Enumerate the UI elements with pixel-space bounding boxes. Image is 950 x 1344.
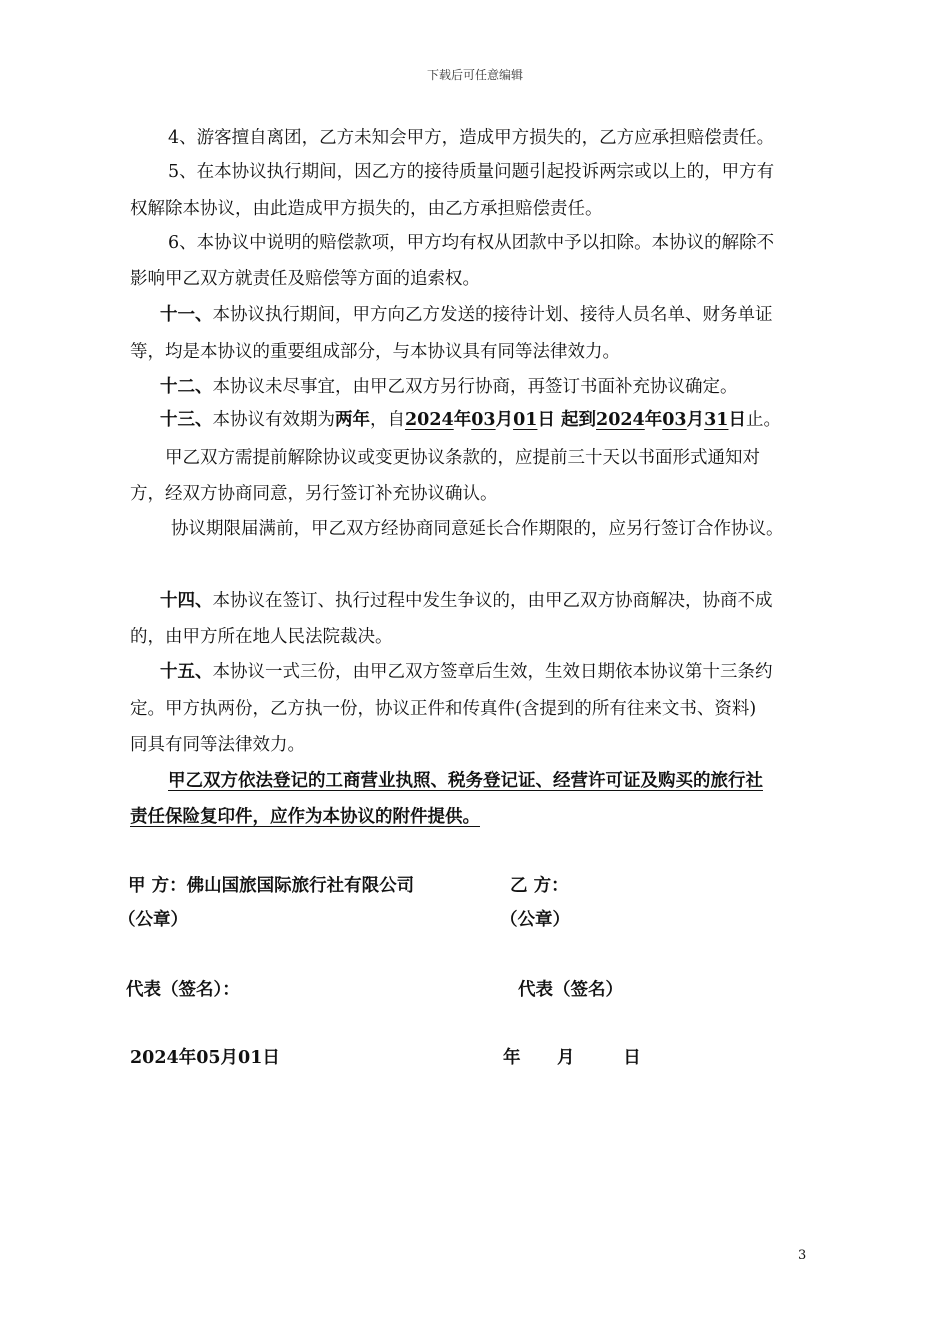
end-year: 2024: [596, 410, 645, 430]
page-header: 下载后可任意编辑: [426, 68, 523, 82]
clause-15: 十五、本协议一式三份，由甲乙双方签章后生效，生效日期依本协议第十三条约: [160, 662, 773, 682]
clause-13-termination-cont: 方，经双方协商同意，另行签订补充协议确认。: [130, 484, 498, 504]
start-month: 03: [471, 410, 496, 430]
start-day: 01: [513, 410, 538, 430]
clause-12: 十二、本协议未尽事宜，由甲乙双方另行协商，再签订书面补充协议确定。: [160, 377, 738, 397]
start-year: 2024: [405, 410, 454, 430]
clause-13-termination: 甲乙双方需提前解除协议或变更协议条款的，应提前三十天以书面形式通知对: [165, 448, 760, 468]
clause-12-heading: 十二、: [160, 377, 213, 397]
party-b-name: 乙 方：: [510, 876, 569, 896]
party-b-date: 年 月 日: [503, 1048, 641, 1068]
party-a-representative: 代表（签名）：: [126, 980, 240, 1000]
clause-11: 十一、本协议执行期间，甲方向乙方发送的接待计划、接待人员名单、财务单证: [160, 305, 773, 325]
party-b-seal: （公章）: [500, 910, 570, 930]
clause-10-item-6-cont: 影响甲乙双方就责任及赔偿等方面的追索权。: [130, 269, 480, 289]
clause-14: 十四、本协议在签订、执行过程中发生争议的，由甲乙双方协商解决，协商不成: [160, 591, 773, 611]
clause-15-cont: 定。甲方执两份，乙方执一份，协议正件和传真件(含提到的所有往来文书、资料): [130, 699, 757, 719]
clause-13-heading: 十三、: [160, 410, 213, 430]
clause-15-cont-2: 同具有同等法律效力。: [130, 735, 305, 755]
page-number: 3: [798, 1248, 807, 1263]
end-month: 03: [662, 410, 687, 430]
end-day: 31: [704, 410, 729, 430]
clause-15-heading: 十五、: [160, 662, 213, 682]
party-a-name: 甲 方：佛山国旅国际旅行社有限公司: [128, 876, 415, 896]
clause-10-item-6: 6、本协议中说明的赔偿款项，甲方均有权从团款中予以扣除。本协议的解除不: [168, 233, 775, 253]
attachment-note: 甲乙双方依法登记的工商营业执照、税务登记证、经营许可证及购买的旅行社: [168, 771, 763, 791]
clause-10-item-5-cont: 权解除本协议，由此造成甲方损失的，由乙方承担赔偿责任。: [130, 199, 603, 219]
clause-10-item-5: 5、在本协议执行期间，因乙方的接待质量问题引起投诉两宗或以上的，甲方有: [168, 162, 775, 182]
clause-14-cont: 的，由甲方所在地人民法院裁决。: [130, 627, 393, 647]
clause-13-extension: 协议期限届满前，甲乙双方经协商同意延长合作期限的，应另行签订合作协议。: [171, 519, 784, 539]
clause-13: 十三、本协议有效期为两年，自2024年03月01日 起到2024年03月31日止。: [160, 410, 781, 430]
attachment-note-cont: 责任保险复印件，应作为本协议的附件提供。: [130, 807, 480, 827]
term-years: 两年: [335, 410, 370, 430]
clause-11-heading: 十一、: [160, 305, 213, 325]
clause-10-item-4: 4、游客擅自离团，乙方未知会甲方，造成甲方损失的，乙方应承担赔偿责任。: [168, 128, 775, 148]
party-b-representative: 代表（签名）: [518, 980, 623, 1000]
clause-14-heading: 十四、: [160, 591, 213, 611]
party-a-date: 2024年05月01日: [130, 1048, 280, 1068]
clause-11-cont: 等，均是本协议的重要组成部分，与本协议具有同等法律效力。: [130, 342, 620, 362]
party-a-seal: （公章）: [118, 910, 188, 930]
